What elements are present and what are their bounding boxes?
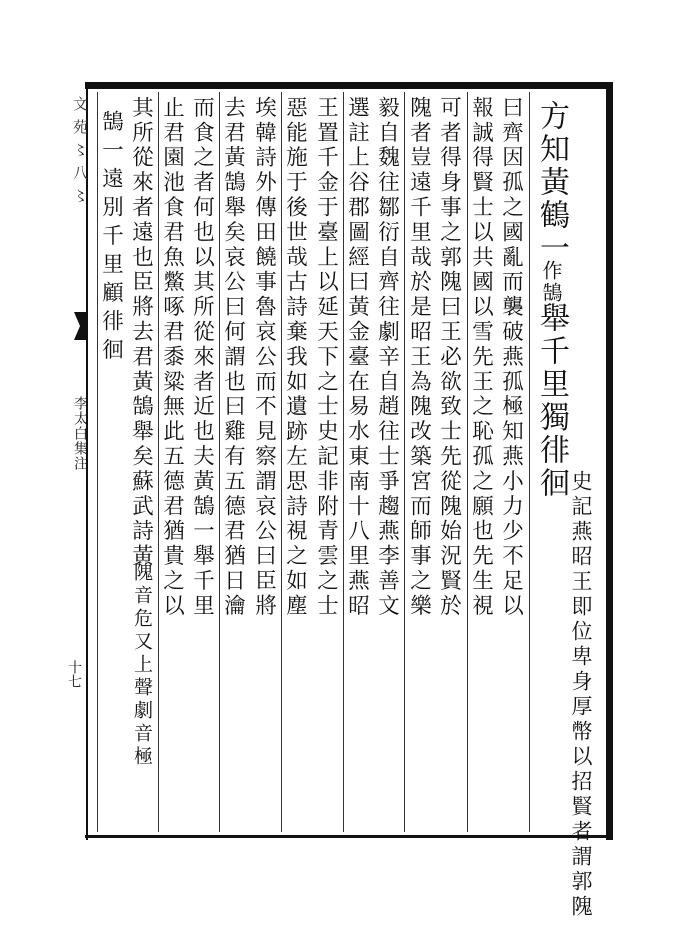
- commentary-column: 報誠得賢士以共國以雪先王之恥孤之願也先生視: [468, 96, 494, 619]
- commentary-column: 去君黃鵠舉矣哀公曰何謂也曰雞有五德君猶日瀹: [220, 96, 246, 619]
- commentary-column: 可者得身事之郭隗曰王必欲致士先從隗始況賢於: [436, 96, 462, 619]
- verse-line: [534, 100, 569, 265]
- gutter-book-title: 李太白集注: [72, 396, 88, 471]
- fish-tail-mark-icon: [74, 312, 86, 340]
- commentary-column: 毅自魏往鄒衍自齊往劇辛自趙往士爭趨燕李善文: [374, 96, 400, 619]
- column-divider: [158, 92, 159, 832]
- commentary-column: 止君園池食君魚鱉啄君黍粱無此五德君猶貴之以: [159, 96, 185, 619]
- frame-top-rule: [85, 82, 612, 89]
- commentary-column: 選註上谷郡圖經曰黃金臺在易水東南十八里燕昭: [344, 96, 370, 619]
- column-divider: [343, 92, 344, 832]
- commentary-column: 而食之者何也以其所從來者近也夫黃鵠一舉千里: [189, 96, 215, 619]
- verse-text-part1: 方知黃鶴一: [534, 100, 569, 265]
- frame-bottom-rule: [85, 835, 612, 838]
- commentary-column: 鵠一遠別千里顧徘徊: [98, 110, 124, 367]
- column-divider: [219, 92, 220, 832]
- column-divider: [281, 92, 282, 832]
- commentary-note-1: 史記燕昭王即位卑身厚幣以招賢者謂郭隗: [569, 470, 593, 920]
- frame-right-rule: [606, 82, 613, 840]
- column-divider: [529, 92, 530, 832]
- column-divider: [404, 92, 405, 832]
- commentary-column: 惡能施于後世哉古詩棄我如遺跡左思詩視之如塵: [282, 96, 308, 619]
- verse-text-part2: 舉千里獨徘徊: [534, 302, 569, 500]
- commentary-column: 曰齊因孤之國亂而襲破燕孤極知燕小力少不足以: [498, 96, 524, 619]
- gutter-section-marks: 文苑〻八〻: [71, 96, 89, 211]
- variant-note: 作鵠: [539, 260, 563, 304]
- column-divider: [97, 92, 98, 832]
- column-divider: [467, 92, 468, 832]
- commentary-column: 王置千金于臺上以延天下之士史記非附青雲之士: [313, 96, 339, 619]
- pronunciation-note: 隗音危又上聲劇音極: [131, 562, 153, 769]
- commentary-column: 隗者豈遠千里哉於是昭王為隗改築宮而師事之樂: [406, 96, 432, 619]
- commentary-column: 埃韓詩外傳田饒事魯哀公而不見察謂哀公曰臣將: [251, 96, 277, 619]
- folio-number: 十七: [66, 660, 82, 688]
- commentary-column: 其所從來者遠也臣將去君黃鵠舉矣蘇武詩黃: [128, 96, 154, 570]
